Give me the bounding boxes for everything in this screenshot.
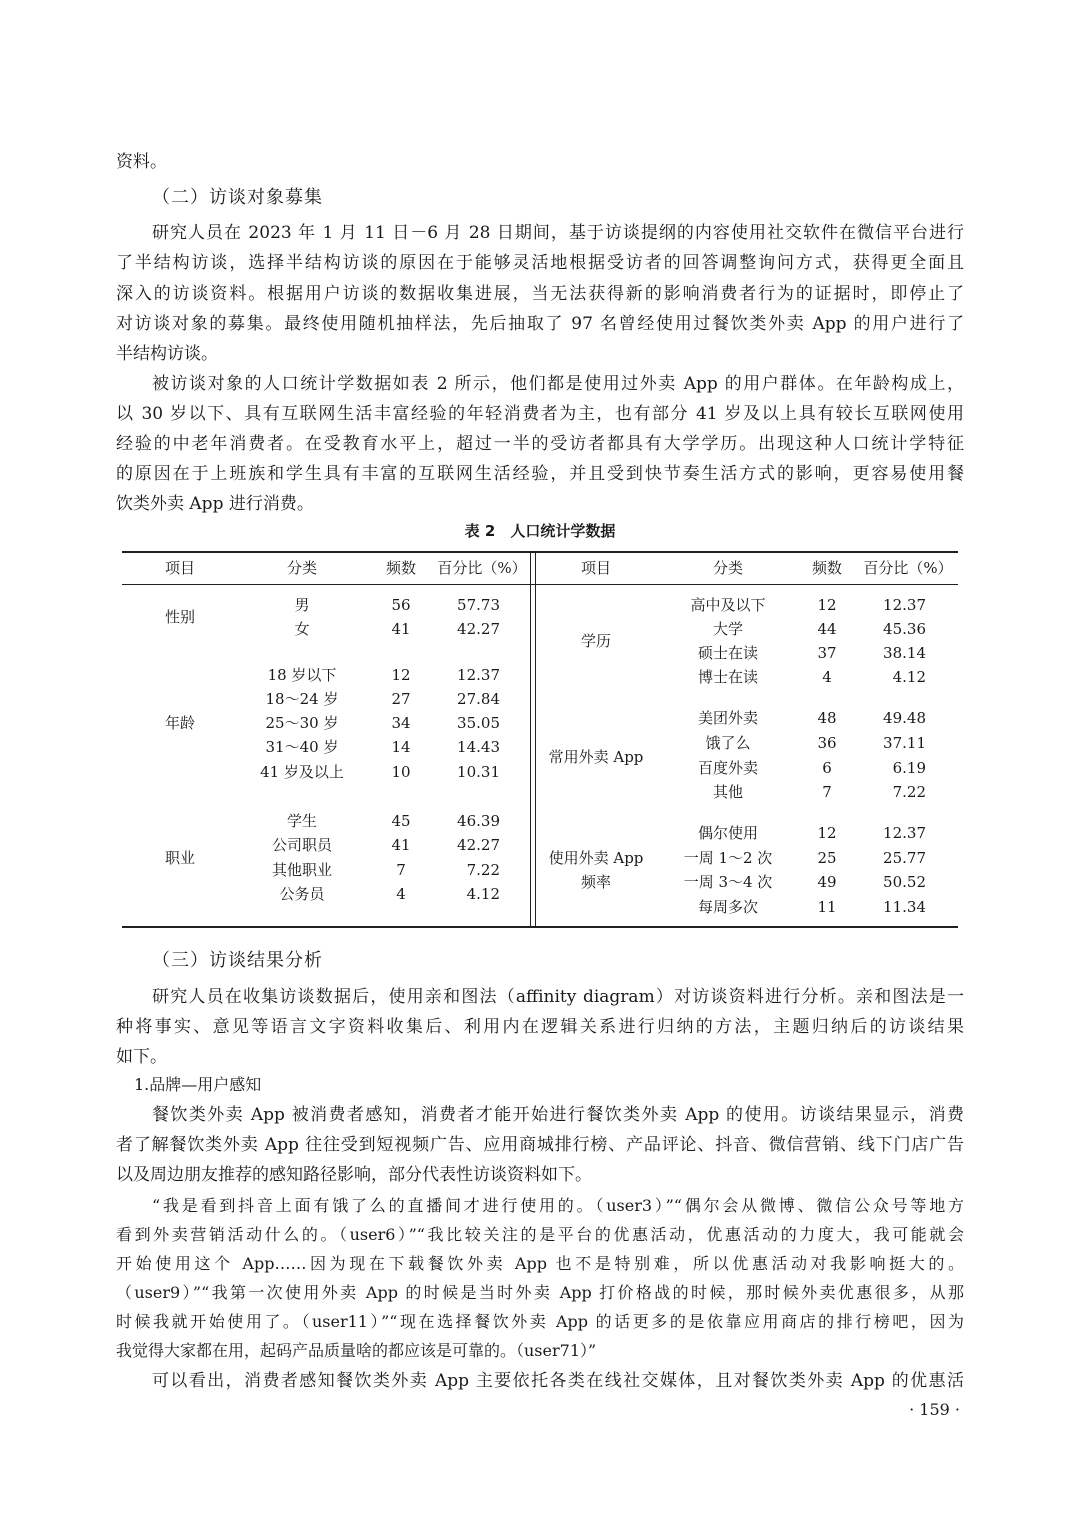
table-cell: 12.37 <box>883 596 926 614</box>
text-line: 种将事实、意见等语言文字资料收集后、利用内在逻辑关系进行归纳的方法，主题归纳后的访谈结果 <box>116 1017 964 1037</box>
text-line: 半结构访谈。 <box>116 344 218 364</box>
table-cell: 7 <box>396 861 406 879</box>
group-label-frequency-2: 频率 <box>580 873 611 891</box>
section-heading: （二）访谈对象募集 <box>152 187 323 208</box>
table-cell: 37 <box>817 644 837 662</box>
quote-line: 看到外卖营销活动什么的。（user6）”“我比较关注的是平台的优惠活动，优惠活动的力度大，我可能就会 <box>116 1225 964 1244</box>
table-cell: 11 <box>817 898 837 916</box>
table-cell: 大学 <box>712 620 743 638</box>
table-cell: 41 岁及以上 <box>260 763 344 781</box>
header-category: 分类 <box>712 559 743 577</box>
table-cell: 44 <box>817 620 837 638</box>
group-label-education: 学历 <box>580 632 611 650</box>
table-cell: 6.19 <box>892 759 926 777</box>
table-cell: 18～24 岁 <box>265 690 339 708</box>
table-cell: 31～40 岁 <box>265 738 339 756</box>
table-cell: 25 <box>817 849 837 867</box>
table-cell: 41 <box>391 836 411 854</box>
text-line: 研究人员在收集访谈数据后，使用亲和图法（affinity diagram）对访谈资料进行分析。亲和图法是一 <box>152 987 964 1007</box>
table-cell: 38.14 <box>883 644 926 662</box>
page-number: · 159 · <box>909 1400 960 1419</box>
text-line: 餐饮类外卖 App 被消费者感知，消费者才能开始进行餐饮类外卖 App 的使用。访谈结果显示，消费 <box>152 1105 964 1125</box>
table-cell: 48 <box>817 709 837 727</box>
group-label-frequency: 使用外卖 App <box>548 849 644 867</box>
table-divider-2 <box>535 551 536 927</box>
header-item: 项目 <box>580 559 611 577</box>
table-cell: 一周 1～2 次 <box>683 849 773 867</box>
quote-line: 我觉得大家都在用，起码产品质量啥的都应该是可靠的。（user71）” <box>116 1341 597 1360</box>
table-cell: 27.84 <box>457 690 500 708</box>
quote-line: “我是看到抖音上面有饿了么的直播间才进行使用的。（user3）”“偶尔会从微博、微信公众号等地方 <box>152 1196 964 1215</box>
table-cell: 偶尔使用 <box>697 824 758 842</box>
table-cell: 57.73 <box>457 596 500 614</box>
table-cell: 每周多次 <box>697 898 758 916</box>
table-cell: 7.22 <box>892 783 926 801</box>
table-cell: 其他 <box>712 783 743 801</box>
table-cell: 6 <box>822 759 832 777</box>
table-cell: 42.27 <box>457 836 500 854</box>
table-cell: 34 <box>391 714 411 732</box>
table-cell: 学生 <box>286 812 317 830</box>
table-cell: 12 <box>817 596 837 614</box>
table-cell: 35.05 <box>457 714 500 732</box>
table-cell: 12.37 <box>883 824 926 842</box>
header-frequency: 频数 <box>811 559 842 577</box>
text-line: 以及周边朋友推荐的感知路径影响，部分代表性访谈资料如下。 <box>116 1165 592 1185</box>
group-label-job: 职业 <box>164 849 195 867</box>
text-line: 研究人员在 2023 年 1 月 11 日－6 月 28 日期间，基于访谈提纲的内容使用社交软件在微信平台进行 <box>152 223 964 243</box>
table-cell: 公司职员 <box>271 836 332 854</box>
table-cell: 10.31 <box>457 763 500 781</box>
table-cell: 56 <box>391 596 411 614</box>
text-line: 的原因在于上班族和学生具有丰富的互联网生活经验，并且受到快节奏生活方式的影响，更容易使用餐 <box>116 464 964 484</box>
text-line: 以 30 岁以下、具有互联网生活丰富经验的年轻消费者为主，也有部分 41 岁及以上具有较长互联网使用 <box>116 404 964 424</box>
table-cell: 49.48 <box>883 709 926 727</box>
table-cell: 37.11 <box>883 734 926 752</box>
text-line: 可以看出，消费者感知餐饮类外卖 App 主要依托各类在线社交媒体，且对餐饮类外卖 App 的优惠活 <box>152 1371 964 1391</box>
table-cell: 18 岁以下 <box>267 666 337 684</box>
table-cell: 50.52 <box>883 873 926 891</box>
table-cell: 女 <box>294 620 310 638</box>
table-cell: 27 <box>391 690 411 708</box>
text-line: 了半结构访谈，选择半结构访谈的原因在于能够灵活地根据受访者的回答调整询问方式，获得更全面且 <box>116 253 964 273</box>
table-cell: 42.27 <box>457 620 500 638</box>
table-cell: 46.39 <box>457 812 500 830</box>
text-line: 饮类外卖 App 进行消费。 <box>116 494 314 514</box>
table-cell: 百度外卖 <box>697 759 758 777</box>
table-cell: 45.36 <box>883 620 926 638</box>
subsection-heading: 1.品牌—用户感知 <box>134 1075 262 1094</box>
table-cell: 25～30 岁 <box>265 714 339 732</box>
table-cell: 一周 3～4 次 <box>683 873 773 891</box>
table-cell: 公务员 <box>279 885 325 903</box>
table-cell: 14.43 <box>457 738 500 756</box>
header-category: 分类 <box>286 559 317 577</box>
table-cell: 45 <box>391 812 411 830</box>
table-cell: 男 <box>294 596 310 614</box>
table-cell: 7.22 <box>466 861 500 879</box>
header-frequency: 频数 <box>385 559 416 577</box>
table-cell: 25.77 <box>883 849 926 867</box>
table-cell: 美团外卖 <box>697 709 758 727</box>
table-cell: 14 <box>391 738 411 756</box>
text-line: 对访谈对象的募集。最终使用随机抽样法，先后抽取了 97 名曾经使用过餐饮类外卖 App 的用户进行了 <box>116 314 964 334</box>
table-title: 表 2 人口统计学数据 <box>464 522 616 540</box>
table-cell: 4.12 <box>466 885 500 903</box>
quote-line: （user9）”“我第一次使用外卖 App 的时候是当时外卖 App 打价格战的时候，那时候外卖优惠很多，从那 <box>116 1283 964 1302</box>
header-item: 项目 <box>164 559 195 577</box>
table-cell: 4 <box>822 668 832 686</box>
text-line: 者了解餐饮类外卖 App 往往受到短视频广告、应用商城排行榜、产品评论、抖音、微信营销、线下门店广告 <box>116 1135 964 1155</box>
group-label-age: 年龄 <box>164 714 195 732</box>
section-heading: （三）访谈结果分析 <box>152 950 323 971</box>
quote-line: 时候我就开始使用了。（user11）”“现在选择餐饮外卖 App 的话更多的是依靠应用商店的排行榜吧，因为 <box>116 1312 964 1331</box>
table-cell: 12 <box>391 666 411 684</box>
table-cell: 7 <box>822 783 832 801</box>
table-cell: 硕士在读 <box>697 644 758 662</box>
text-line: 深入的访谈资料。根据用户访谈的数据收集进展，当无法获得新的影响消费者行为的证据时，即停止了 <box>116 284 964 304</box>
table-cell: 博士在读 <box>697 668 758 686</box>
group-label-app: 常用外卖 App <box>548 748 644 766</box>
header-percent: 百分比（%） <box>863 559 953 577</box>
table-cell: 高中及以下 <box>690 596 766 614</box>
table-cell: 36 <box>817 734 837 752</box>
table-cell: 41 <box>391 620 411 638</box>
table-top-rule <box>122 551 958 553</box>
quote-line: 开始使用这个 App……因为现在下载餐饮外卖 App 也不是特别难，所以优惠活动对我影响挺大的。 <box>116 1254 964 1273</box>
table-cell: 其他职业 <box>271 861 332 879</box>
table-cell: 4 <box>396 885 406 903</box>
header-percent: 百分比（%） <box>437 559 527 577</box>
table-cell: 49 <box>817 873 837 891</box>
table-cell: 12 <box>817 824 837 842</box>
table-cell: 4.12 <box>892 668 926 686</box>
group-label-gender: 性别 <box>164 608 195 626</box>
text-line: 如下。 <box>116 1047 167 1067</box>
text-line: 被访谈对象的人口统计学数据如表 2 所示，他们都是使用过外卖 App 的用户群体。在年龄构成上， <box>152 374 964 394</box>
table-cell: 12.37 <box>457 666 500 684</box>
text-line: 经验的中老年消费者。在受教育水平上，超过一半的受访者都具有大学学历。出现这种人口统计学特征 <box>116 434 964 454</box>
table-cell: 11.34 <box>883 898 926 916</box>
table-divider-1 <box>530 551 531 927</box>
table-bottom-rule <box>122 926 958 928</box>
text-line: 资料。 <box>116 152 167 172</box>
table-cell: 10 <box>391 763 411 781</box>
table-cell: 饿了么 <box>705 734 751 752</box>
table-header-rule <box>122 584 958 585</box>
